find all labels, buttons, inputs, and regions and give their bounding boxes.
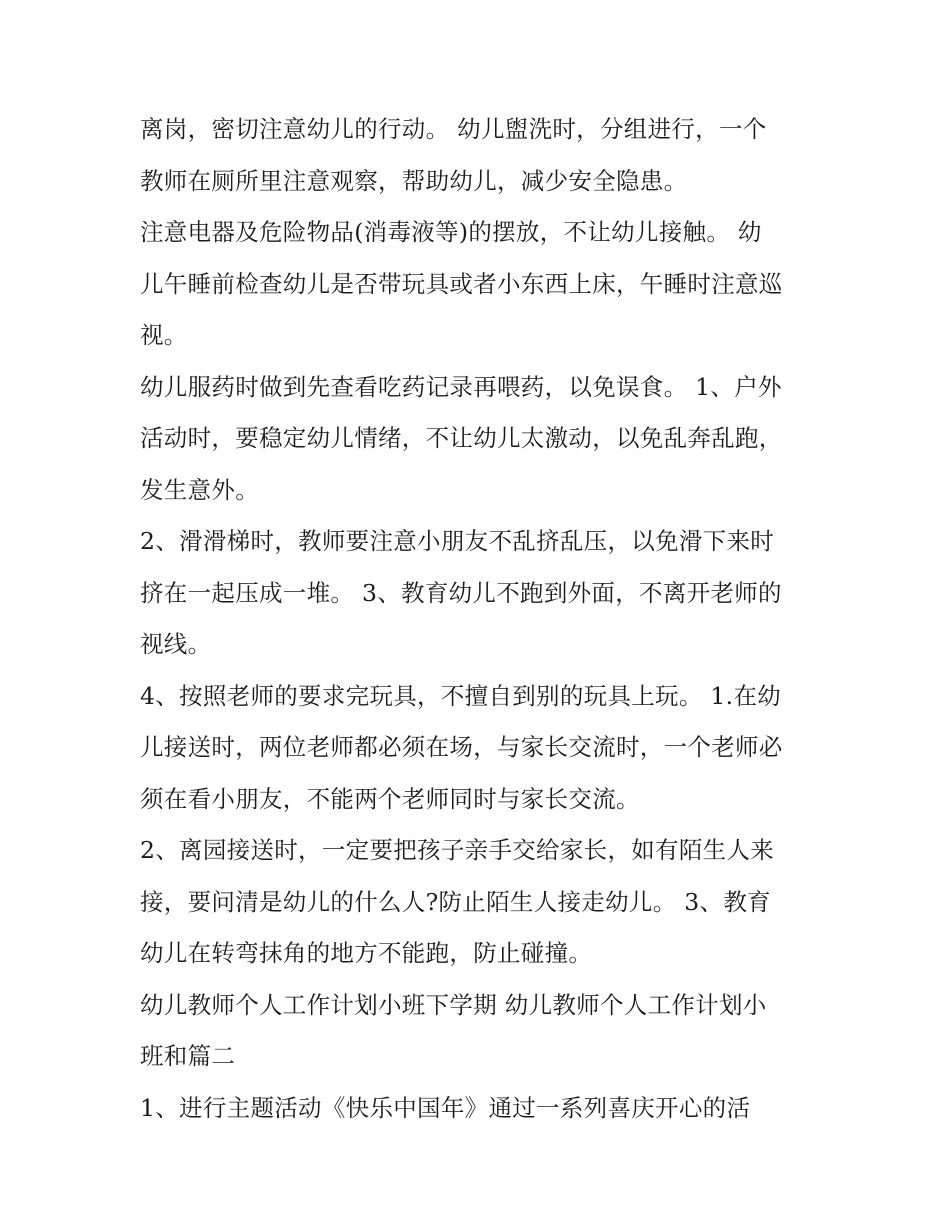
text-line: 接，要问清是幼儿的什么人?防止陌生人接走幼儿。 3、教育 (140, 887, 771, 916)
text-line: 儿接送时，两位老师都必须在场，与家长交流时，一个老师必 (140, 733, 783, 761)
text-line: 2、滑滑梯时，教师要注意小朋友不乱挤乱压，以免滑下来时 (140, 527, 775, 555)
text-line: 幼儿在转弯抹角的地方不能跑，防止碰撞。 (140, 939, 593, 967)
text-line: 4、按照老师的要求完玩具，不擅自到别的玩具上玩。 1.在幼 (140, 681, 782, 710)
text-line: 1、进行主题活动《快乐中国年》通过一系列喜庆开心的活 (140, 1093, 751, 1122)
text-line: 儿午睡前检查幼儿是否带玩具或者小东西上床，午睡时注意巡 (140, 269, 783, 298)
text-line: 活动时，要稳定幼儿情绪，不让幼儿太激动，以免乱奔乱跑， (140, 424, 783, 452)
text-line: 发生意外。 (140, 475, 259, 504)
text-line: 挤在一起压成一堆。 3、教育幼儿不跑到外面，不离开老师的 (140, 578, 782, 607)
text-line: 教师在厕所里注意观察，帮助幼儿，减少安全隐患。 (140, 166, 688, 195)
text-line: 视线。 (140, 630, 212, 658)
text-line: 视。 (140, 321, 188, 349)
text-line: 幼儿服药时做到先查看吃药记录再喂药，以免误食。 1、户外 (140, 372, 782, 401)
text-line: 幼儿教师个人工作计划小班下学期 幼儿教师个人工作计划小 (140, 990, 767, 1019)
text-line: 注意电器及危险物品(消毒液等)的摆放，不让幼儿接触。 幼 (140, 218, 762, 246)
text-line: 2、离园接送时，一定要把孩子亲手交给家长，如有陌生人来 (140, 836, 775, 864)
text-line: 离岗，密切注意幼儿的行动。 幼儿盥洗时，分组进行，一个 (140, 115, 767, 143)
text-line: 班和篇二 (140, 1042, 236, 1070)
text-line: 须在看小朋友，不能两个老师同时与家长交流。 (140, 784, 640, 813)
document-body (140, 104, 820, 1134)
